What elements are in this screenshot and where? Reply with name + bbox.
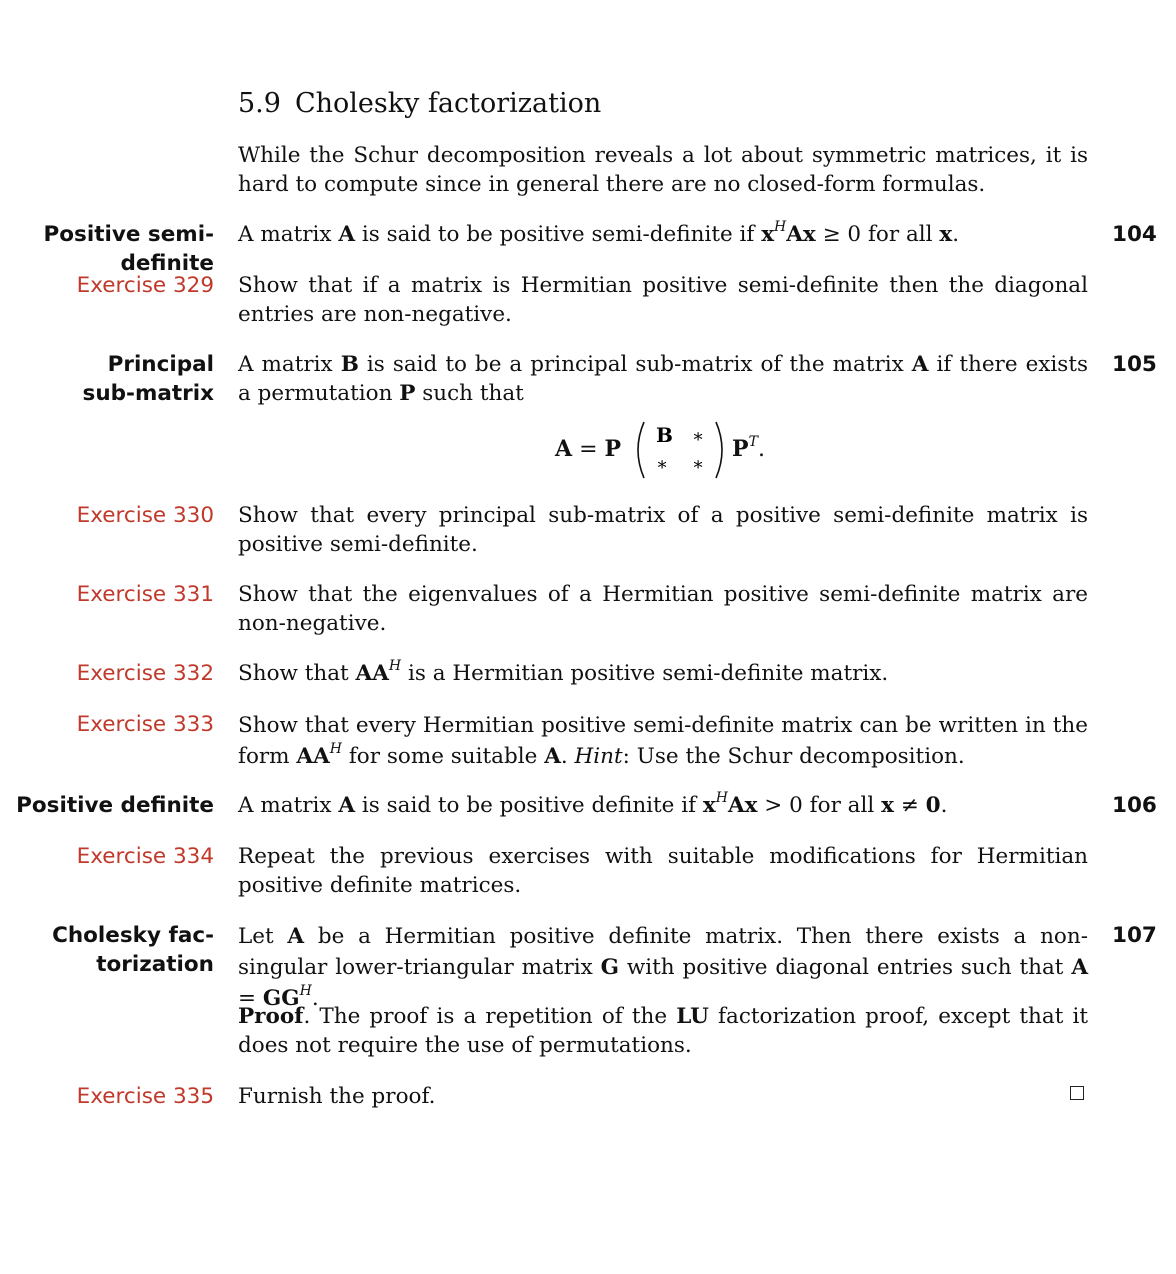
- proof-paragraph: Proof. The proof is a repetition of the LU factorization proof, except that it does not require the use of permutations.: [238, 1004, 1088, 1058]
- exercise-333-link[interactable]: Exercise 333: [76, 712, 214, 737]
- exercise-332-link[interactable]: Exercise 332: [76, 661, 214, 686]
- exercise-332-text: Show that $AA^H$ is a Hermitian positive semi-definite matrix.: [238, 658, 889, 686]
- exercise-335-link[interactable]: Exercise 335: [76, 1084, 214, 1109]
- exercise-334-text: Repeat the previous exercises with suitable modifications for Hermitian positive definite matrices.: [238, 844, 1088, 898]
- exercise-331-text: Show that the eigenvalues of a Hermitian positive semi-definite matrix are non-negative.: [238, 582, 1088, 636]
- exercise-333-text: Show that every Hermitian positive semi-definite matrix can be written in the form $AA^H$ for some suitable A. Hint: Use the Schur decomposition.: [238, 713, 1088, 769]
- def-number-104: 104: [1112, 222, 1157, 247]
- def-principal-label-line1: Principal: [107, 352, 214, 377]
- def-psd-text: A matrix A is said to be positive semi-definite if $x^HAx \ge 0$ for all x.: [238, 219, 960, 247]
- def-psd-label-line1: Positive semi-: [43, 222, 214, 247]
- def-psd-label: [44, 220, 215, 278]
- def-number-107: 107: [1112, 923, 1157, 948]
- section-title: [238, 88, 601, 119]
- matrix-entry-11: B: [656, 423, 673, 447]
- exercise-329-text: Show that if a matrix is Hermitian positive semi-definite then the diagonal entries are non-negative.: [238, 273, 1088, 327]
- def-pd-label: Positive definite: [16, 793, 214, 818]
- def-pd-text: A matrix A is said to be positive definite if $x^HAx > 0$ for all x ≠ 0.: [238, 790, 948, 818]
- matrix-entry-22: ∗: [692, 454, 705, 475]
- def-principal-label: [83, 350, 214, 408]
- exercise-331-link[interactable]: Exercise 331: [76, 582, 214, 607]
- def-chol-text: Let A be a Hermitian positive definite matrix. Then there exists a non-singular lower-triangular matrix G with positive diagonal entries such that $A = GG^H$.: [238, 924, 1089, 1011]
- exercise-335-text: Furnish the proof.: [238, 1084, 436, 1109]
- def-principal-label-line2: sub-matrix: [82, 381, 214, 406]
- exercise-329-link[interactable]: Exercise 329: [76, 273, 214, 298]
- def-chol-label-line2: torization: [96, 952, 214, 977]
- equation-principal: A = P B ∗ ∗ ∗ $P^T$.: [555, 420, 765, 480]
- def-chol-label-line1: Cholesky fac-: [52, 923, 214, 948]
- section-title-text: Cholesky factorization: [294, 88, 602, 119]
- def-number-105: 105: [1112, 352, 1157, 377]
- eq-lhs: A: [555, 436, 573, 462]
- def-chol-label: [52, 921, 214, 979]
- exercise-330-link[interactable]: Exercise 330: [76, 503, 214, 528]
- eq-matrix: [632, 420, 728, 480]
- matrix-entry-12: ∗: [692, 426, 705, 447]
- exercise-330-text: Show that every principal sub-matrix of a positive semi-definite matrix is positive semi-definite.: [238, 503, 1088, 557]
- section-number: 5.9: [238, 88, 281, 119]
- def-number-106: 106: [1112, 793, 1157, 818]
- intro-paragraph: While the Schur decomposition reveals a lot about symmetric matrices, it is hard to compute since in general there are no closed-form formulas.: [238, 143, 1088, 197]
- def-psd-label-line2: definite: [120, 251, 214, 276]
- exercise-334-link[interactable]: Exercise 334: [76, 844, 214, 869]
- matrix-entry-21: ∗: [656, 454, 669, 475]
- qed-box-icon: [1070, 1086, 1084, 1100]
- def-principal-text: A matrix B is said to be a principal sub-matrix of the matrix A if there exists a permutation P such that: [238, 352, 1088, 406]
